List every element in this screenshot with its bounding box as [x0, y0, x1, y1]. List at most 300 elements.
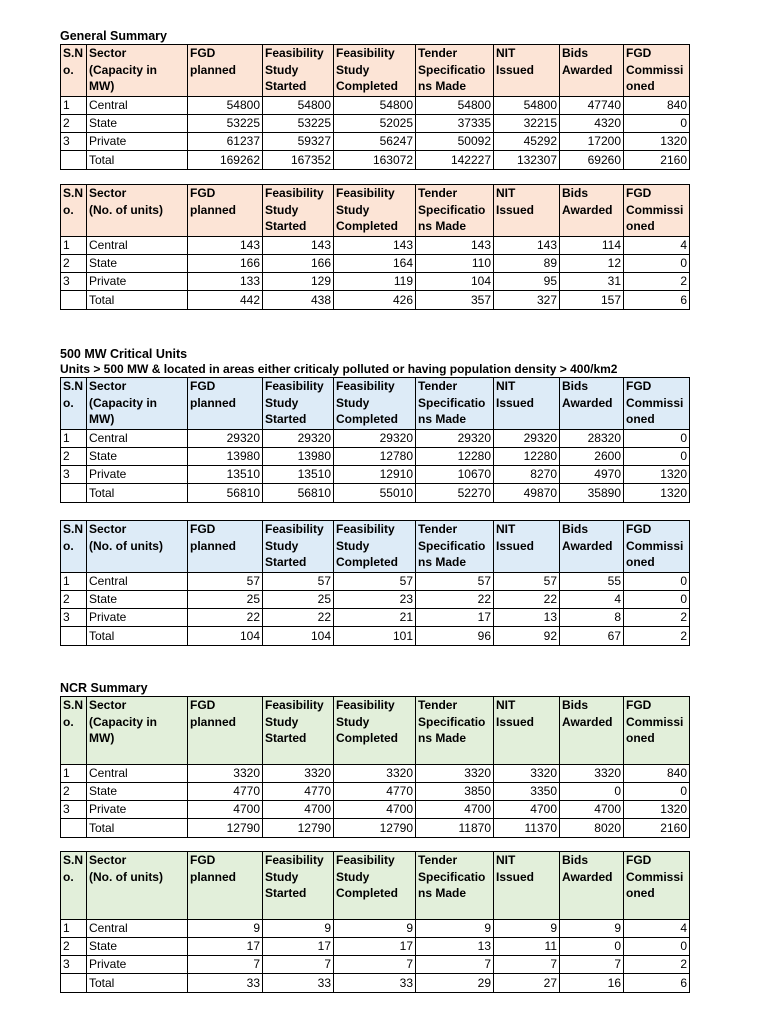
- header-line: Specificatio: [418, 202, 486, 217]
- table-row: [61, 938, 690, 956]
- header-line: Specificatio: [418, 869, 486, 884]
- cell-sno: 1: [61, 430, 87, 448]
- header-fgd-planned: [188, 697, 263, 765]
- cell-feasibility-completed: 143: [334, 237, 416, 255]
- header-line: ns Made: [418, 412, 467, 426]
- cell-nit-issued: 29320: [494, 430, 560, 448]
- cell-fgd-planned: 7: [188, 956, 263, 974]
- cell-feasibility-started: 12790: [263, 819, 334, 838]
- header-line: Study: [265, 538, 299, 553]
- header-line: (No. of units): [89, 869, 163, 884]
- cell-tender-specs: 104: [416, 273, 494, 291]
- header-line: Bids: [562, 853, 589, 867]
- header-sno: [61, 378, 87, 430]
- cell-feasibility-completed: 4700: [334, 801, 416, 819]
- header-line: Feasibility: [336, 853, 395, 867]
- header-line: FGD: [190, 186, 216, 200]
- section-title: General Summary: [60, 29, 167, 43]
- cell-fgd-commissioned: 0: [624, 783, 690, 801]
- table-row: [61, 956, 690, 974]
- header-line: FGD: [190, 853, 216, 867]
- cell-sno: [61, 627, 87, 646]
- header-sno: [61, 697, 87, 765]
- cell-nit-issued: 4700: [494, 801, 560, 819]
- cell-sector: Central: [87, 920, 188, 938]
- header-line: Specificatio: [418, 62, 486, 77]
- cell-tender-specs: 110: [416, 255, 494, 273]
- total-row: [61, 819, 690, 838]
- header-line: Issued: [496, 538, 535, 553]
- header-line: Specificatio: [418, 538, 486, 553]
- cell-tender-specs: 142227: [416, 151, 494, 170]
- header-line: Commissi: [626, 395, 684, 410]
- cell-feasibility-started: 17: [263, 938, 334, 956]
- cell-feasibility-completed: 3320: [334, 765, 416, 783]
- cell-sno: [61, 291, 87, 310]
- cell-tender-specs: 11870: [416, 819, 494, 838]
- cell-fgd-commissioned: 4: [624, 920, 690, 938]
- header-fgd-planned: [188, 378, 263, 430]
- cell-fgd-planned: 25: [188, 591, 263, 609]
- cell-tender-specs: 7: [416, 956, 494, 974]
- cell-fgd-commissioned: 6: [624, 974, 690, 993]
- header-sector: [87, 521, 188, 573]
- cell-bids-awarded: 114: [560, 237, 624, 255]
- cell-feasibility-started: 167352: [263, 151, 334, 170]
- cell-fgd-commissioned: 1320: [624, 466, 690, 484]
- cell-feasibility-started: 56810: [263, 484, 334, 503]
- header-line: planned: [190, 714, 237, 729]
- cell-sno: 3: [61, 273, 87, 291]
- header-feasibility-started: [263, 45, 334, 97]
- header-line: Issued: [496, 202, 535, 217]
- header-line: Study: [336, 202, 370, 217]
- table-row: [61, 573, 690, 591]
- cell-tender-specs: 4700: [416, 801, 494, 819]
- cell-bids-awarded: 67: [560, 627, 624, 646]
- table-row: [61, 273, 690, 291]
- header-line: ns Made: [418, 731, 467, 745]
- header-line: planned: [190, 538, 237, 553]
- cell-nit-issued: 95: [494, 273, 560, 291]
- cell-bids-awarded: 12: [560, 255, 624, 273]
- cell-tender-specs: 37335: [416, 115, 494, 133]
- cell-nit-issued: 45292: [494, 133, 560, 151]
- cell-nit-issued: 7: [494, 956, 560, 974]
- cell-bids-awarded: 2600: [560, 448, 624, 466]
- header-feasibility-completed: [334, 852, 416, 920]
- cell-sector: Central: [87, 237, 188, 255]
- cell-sno: [61, 484, 87, 503]
- header-bids-awarded: [560, 852, 624, 920]
- cell-fgd-commissioned: 1320: [624, 133, 690, 151]
- header-line: Awarded: [562, 714, 613, 729]
- header-line: Started: [265, 412, 307, 426]
- cell-feasibility-completed: 17: [334, 938, 416, 956]
- cell-sector: Central: [87, 430, 188, 448]
- cell-sector: Central: [87, 573, 188, 591]
- header-line: Sector: [89, 522, 127, 536]
- cell-feasibility-completed: 9: [334, 920, 416, 938]
- cell-nit-issued: 8270: [494, 466, 560, 484]
- cell-tender-specs: 29: [416, 974, 494, 993]
- header-line: Study: [336, 395, 370, 410]
- header-line: Tender: [418, 186, 458, 200]
- table-row: [61, 97, 690, 115]
- header-fgd-commissioned: [624, 697, 690, 765]
- header-line: MW): [89, 731, 115, 745]
- header-nit-issued: [494, 185, 560, 237]
- header-line: ns Made: [418, 555, 467, 569]
- header-line: FGD: [626, 853, 652, 867]
- cell-sno: 2: [61, 448, 87, 466]
- cell-sno: 2: [61, 591, 87, 609]
- header-feasibility-started: [263, 185, 334, 237]
- header-line: MW): [89, 412, 115, 426]
- cell-bids-awarded: 35890: [560, 484, 624, 503]
- header-line: Study: [265, 714, 299, 729]
- header-line: Feasibility: [336, 186, 395, 200]
- table-row: [61, 801, 690, 819]
- header-line: (No. of units): [89, 538, 163, 553]
- cell-tender-specs: 54800: [416, 97, 494, 115]
- cell-feasibility-started: 33: [263, 974, 334, 993]
- cell-feasibility-completed: 29320: [334, 430, 416, 448]
- cell-sector: State: [87, 115, 188, 133]
- cell-sector: Total: [87, 484, 188, 503]
- header-feasibility-completed: [334, 521, 416, 573]
- cell-bids-awarded: 4: [560, 591, 624, 609]
- cell-tender-specs: 357: [416, 291, 494, 310]
- cell-bids-awarded: 4700: [560, 801, 624, 819]
- header-line: Feasibility: [336, 522, 395, 536]
- cell-bids-awarded: 31: [560, 273, 624, 291]
- cell-sector: Private: [87, 956, 188, 974]
- cell-fgd-planned: 169262: [188, 151, 263, 170]
- cell-fgd-commissioned: 0: [624, 448, 690, 466]
- cell-nit-issued: 12280: [494, 448, 560, 466]
- cell-nit-issued: 57: [494, 573, 560, 591]
- cell-sno: 1: [61, 97, 87, 115]
- header-line: oned: [626, 555, 655, 569]
- cell-sno: 3: [61, 956, 87, 974]
- header-line: (No. of units): [89, 202, 163, 217]
- cell-sector: Private: [87, 273, 188, 291]
- cell-tender-specs: 10670: [416, 466, 494, 484]
- table-row: [61, 591, 690, 609]
- header-feasibility-started: [263, 521, 334, 573]
- section-500mw-critical: [60, 346, 690, 503]
- header-sno: [61, 45, 87, 97]
- header-line: Study: [336, 869, 370, 884]
- cell-nit-issued: 92: [494, 627, 560, 646]
- header-sector: [87, 45, 188, 97]
- cell-sno: 3: [61, 466, 87, 484]
- header-line: Tender: [418, 522, 458, 536]
- header-line: NIT: [496, 522, 516, 536]
- cell-bids-awarded: 47740: [560, 97, 624, 115]
- header-line: Issued: [496, 869, 535, 884]
- cell-fgd-planned: 104: [188, 627, 263, 646]
- header-line: oned: [626, 219, 655, 233]
- cell-fgd-commissioned: 0: [624, 115, 690, 133]
- cell-feasibility-completed: 101: [334, 627, 416, 646]
- cell-sno: 2: [61, 115, 87, 133]
- cell-fgd-planned: 9: [188, 920, 263, 938]
- capacity-table: [60, 696, 690, 838]
- header-line: Awarded: [562, 869, 613, 884]
- header-line: Awarded: [562, 62, 613, 77]
- cell-sector: Total: [87, 627, 188, 646]
- header-line: S.N: [63, 698, 84, 712]
- cell-fgd-commissioned: 0: [624, 938, 690, 956]
- cell-nit-issued: 11: [494, 938, 560, 956]
- header-line: Completed: [336, 886, 399, 900]
- cell-tender-specs: 96: [416, 627, 494, 646]
- header-line: Feasibility: [265, 698, 324, 712]
- header-line: Bids: [562, 46, 589, 60]
- cell-fgd-commissioned: 0: [624, 430, 690, 448]
- cell-feasibility-completed: 54800: [334, 97, 416, 115]
- cell-feasibility-started: 22: [263, 609, 334, 627]
- header-line: Started: [265, 731, 307, 745]
- header-line: Started: [265, 79, 307, 93]
- header-bids-awarded: [560, 45, 624, 97]
- header-line: Commissi: [626, 538, 684, 553]
- cell-nit-issued: 3350: [494, 783, 560, 801]
- cell-sector: Private: [87, 466, 188, 484]
- cell-bids-awarded: 8020: [560, 819, 624, 838]
- cell-sno: [61, 151, 87, 170]
- cell-tender-specs: 57: [416, 573, 494, 591]
- header-line: Sector: [89, 46, 127, 60]
- cell-fgd-planned: 56810: [188, 484, 263, 503]
- header-line: FGD: [626, 522, 652, 536]
- cell-sno: 2: [61, 938, 87, 956]
- header-line: Feasibility: [265, 46, 324, 60]
- section-ncr-summary: [60, 680, 690, 838]
- cell-fgd-planned: 61237: [188, 133, 263, 151]
- header-sector: [87, 852, 188, 920]
- cell-sno: 1: [61, 237, 87, 255]
- header-line: Tender: [418, 379, 458, 393]
- cell-fgd-commissioned: 2: [624, 273, 690, 291]
- header-line: Specificatio: [418, 395, 486, 410]
- cell-sector: State: [87, 938, 188, 956]
- header-tender-specs: [416, 45, 494, 97]
- header-line: Sector: [89, 698, 127, 712]
- header-line: Bids: [562, 698, 589, 712]
- header-row: [61, 852, 690, 920]
- header-line: Study: [265, 202, 299, 217]
- cell-bids-awarded: 28320: [560, 430, 624, 448]
- header-line: FGD: [190, 698, 216, 712]
- cell-fgd-commissioned: 840: [624, 765, 690, 783]
- header-feasibility-completed: [334, 45, 416, 97]
- header-feasibility-completed: [334, 697, 416, 765]
- cell-tender-specs: 9: [416, 920, 494, 938]
- cell-bids-awarded: 157: [560, 291, 624, 310]
- header-line: FGD: [190, 522, 216, 536]
- cell-sector: State: [87, 591, 188, 609]
- cell-sector: Private: [87, 609, 188, 627]
- cell-tender-specs: 22: [416, 591, 494, 609]
- header-line: Started: [265, 219, 307, 233]
- header-line: Started: [265, 555, 307, 569]
- header-line: oned: [626, 412, 655, 426]
- cell-nit-issued: 27: [494, 974, 560, 993]
- cell-feasibility-completed: 33: [334, 974, 416, 993]
- header-line: o.: [63, 62, 74, 77]
- header-sno: [61, 852, 87, 920]
- cell-nit-issued: 32215: [494, 115, 560, 133]
- header-feasibility-started: [263, 852, 334, 920]
- cell-tender-specs: 52270: [416, 484, 494, 503]
- header-line: FGD: [626, 379, 652, 393]
- cell-fgd-commissioned: 840: [624, 97, 690, 115]
- cell-feasibility-started: 3320: [263, 765, 334, 783]
- cell-sector: Total: [87, 974, 188, 993]
- header-line: Commissi: [626, 62, 684, 77]
- header-nit-issued: [494, 45, 560, 97]
- header-line: Issued: [496, 62, 535, 77]
- header-sector: [87, 697, 188, 765]
- header-sno: [61, 185, 87, 237]
- table-row: [61, 920, 690, 938]
- cell-tender-specs: 13: [416, 938, 494, 956]
- cell-nit-issued: 49870: [494, 484, 560, 503]
- header-fgd-planned: [188, 45, 263, 97]
- cell-fgd-planned: 29320: [188, 430, 263, 448]
- header-bids-awarded: [560, 185, 624, 237]
- header-tender-specs: [416, 521, 494, 573]
- cell-feasibility-started: 53225: [263, 115, 334, 133]
- cell-feasibility-started: 143: [263, 237, 334, 255]
- header-line: Commissi: [626, 869, 684, 884]
- cell-fgd-planned: 133: [188, 273, 263, 291]
- header-line: Completed: [336, 79, 399, 93]
- units-table: [60, 184, 690, 310]
- header-row: [61, 45, 690, 97]
- cell-nit-issued: 143: [494, 237, 560, 255]
- header-line: Issued: [496, 714, 535, 729]
- header-line: (Capacity in: [89, 62, 158, 77]
- cell-sno: 3: [61, 609, 87, 627]
- header-line: oned: [626, 731, 655, 745]
- header-line: S.N: [63, 522, 84, 536]
- section-500mw-critical-units: [60, 520, 690, 646]
- header-line: Completed: [336, 731, 399, 745]
- cell-fgd-commissioned: 2160: [624, 151, 690, 170]
- table-row: [61, 466, 690, 484]
- header-line: FGD: [626, 186, 652, 200]
- cell-sector: Total: [87, 819, 188, 838]
- cell-feasibility-started: 9: [263, 920, 334, 938]
- cell-bids-awarded: 4320: [560, 115, 624, 133]
- cell-tender-specs: 3850: [416, 783, 494, 801]
- header-line: Study: [336, 62, 370, 77]
- header-row: [61, 521, 690, 573]
- header-line: Bids: [562, 379, 589, 393]
- cell-bids-awarded: 8: [560, 609, 624, 627]
- header-line: Tender: [418, 46, 458, 60]
- header-tender-specs: [416, 378, 494, 430]
- cell-fgd-planned: 13510: [188, 466, 263, 484]
- header-line: NIT: [496, 186, 516, 200]
- header-feasibility-completed: [334, 378, 416, 430]
- section-general-summary: [60, 28, 690, 170]
- cell-sector: Total: [87, 151, 188, 170]
- cell-fgd-planned: 22: [188, 609, 263, 627]
- cell-sno: 3: [61, 801, 87, 819]
- header-line: FGD: [626, 698, 652, 712]
- cell-fgd-commissioned: 0: [624, 573, 690, 591]
- cell-feasibility-started: 4700: [263, 801, 334, 819]
- header-line: FGD: [626, 46, 652, 60]
- header-line: Sector: [89, 853, 127, 867]
- header-line: S.N: [63, 186, 84, 200]
- cell-fgd-planned: 442: [188, 291, 263, 310]
- cell-sector: Central: [87, 97, 188, 115]
- header-line: Started: [265, 886, 307, 900]
- cell-nit-issued: 11370: [494, 819, 560, 838]
- cell-bids-awarded: 55: [560, 573, 624, 591]
- cell-fgd-planned: 12790: [188, 819, 263, 838]
- cell-feasibility-completed: 56247: [334, 133, 416, 151]
- cell-feasibility-completed: 21: [334, 609, 416, 627]
- cell-feasibility-started: 438: [263, 291, 334, 310]
- header-line: o.: [63, 869, 74, 884]
- cell-feasibility-started: 29320: [263, 430, 334, 448]
- header-line: Sector: [89, 186, 127, 200]
- header-line: Tender: [418, 698, 458, 712]
- header-line: NIT: [496, 46, 516, 60]
- cell-sector: Private: [87, 801, 188, 819]
- header-nit-issued: [494, 697, 560, 765]
- cell-feasibility-completed: 426: [334, 291, 416, 310]
- cell-feasibility-completed: 119: [334, 273, 416, 291]
- header-line: Study: [265, 869, 299, 884]
- cell-fgd-planned: 4770: [188, 783, 263, 801]
- cell-sector: State: [87, 448, 188, 466]
- header-fgd-commissioned: [624, 185, 690, 237]
- capacity-table: [60, 44, 690, 170]
- cell-feasibility-started: 166: [263, 255, 334, 273]
- header-fgd-planned: [188, 852, 263, 920]
- cell-bids-awarded: 17200: [560, 133, 624, 151]
- header-sector: [87, 185, 188, 237]
- cell-sno: 1: [61, 920, 87, 938]
- header-line: planned: [190, 869, 237, 884]
- cell-feasibility-started: 7: [263, 956, 334, 974]
- cell-fgd-planned: 3320: [188, 765, 263, 783]
- cell-fgd-commissioned: 1320: [624, 801, 690, 819]
- cell-fgd-commissioned: 0: [624, 591, 690, 609]
- header-line: Completed: [336, 219, 399, 233]
- table-row: [61, 115, 690, 133]
- header-fgd-planned: [188, 185, 263, 237]
- cell-sector: Private: [87, 133, 188, 151]
- header-line: (Capacity in: [89, 714, 158, 729]
- cell-bids-awarded: 16: [560, 974, 624, 993]
- units-table: [60, 520, 690, 646]
- header-line: Completed: [336, 555, 399, 569]
- cell-sno: 2: [61, 783, 87, 801]
- cell-bids-awarded: 3320: [560, 765, 624, 783]
- cell-fgd-planned: 166: [188, 255, 263, 273]
- table-row: [61, 133, 690, 151]
- header-line: Feasibility: [265, 522, 324, 536]
